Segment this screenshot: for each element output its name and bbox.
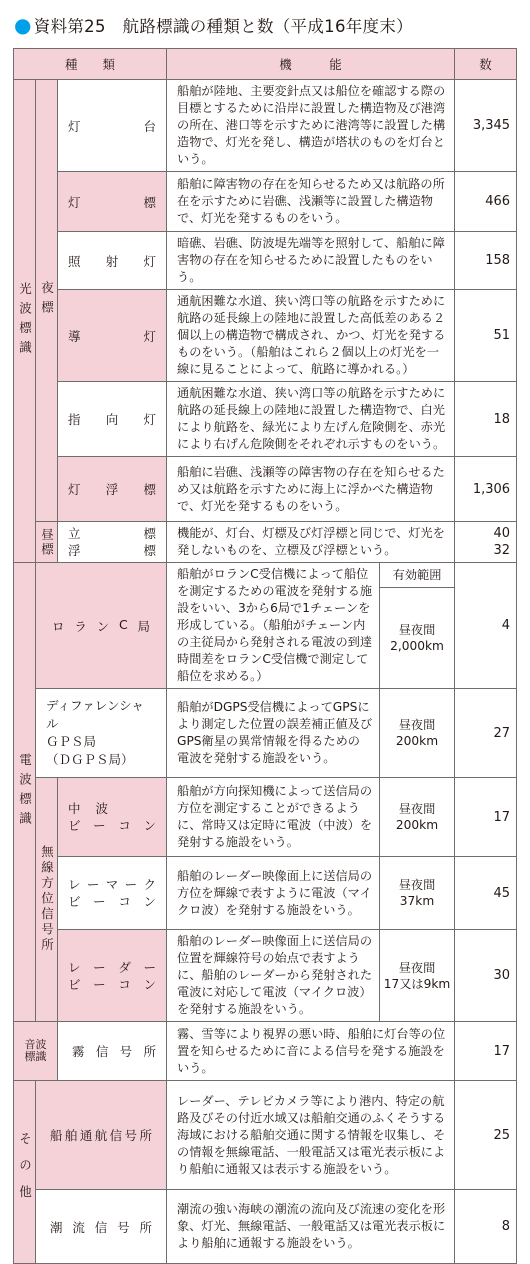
group-night: 夜標 [36,80,58,522]
count-loran: 4 [455,563,517,689]
table-row [14,457,517,522]
table-row [14,382,517,457]
name-dgps: ディファレンシャル ＧＰＳ局 （ＤＧＰＳ局） [36,689,167,778]
group-day: 昼標 [36,522,58,563]
count-light-buoy: 1,306 [455,457,517,522]
table-row [14,522,517,563]
group-radio-direction: 無線方位信号所 [36,778,58,1022]
desc-ramark: 船舶のレーダー映像面上に送信局の方位を輝線で表すように電波（マイクロ波）を発射する施設をいう。 [167,857,380,930]
count-dgps: 27 [455,689,517,778]
table-row [14,290,517,382]
name-day-beacon: 立 標 浮 標 [58,522,167,563]
count-floodlight: 158 [455,232,517,290]
table-row [14,689,517,778]
count-mf-beacon: 17 [455,778,517,857]
eff-ramark: 昼夜間 37km [380,857,455,930]
group-other: その他 [14,1081,36,1264]
desc-vts: レーダー、テレビカメラ等により港内、特定の航路及びその付近水域又は船舶交通のふくそうする海域における船舶交通に関する情報を収集し、その情報を無線電話、一般電話又は電光表示板により船舶に通報又は表示する施設をいう。 [167,1081,455,1190]
count-directional-light: 18 [455,382,517,457]
desc-light-beacon: 船舶に障害物の存在を知らせるため又は航路の所在を示すために岩礁、浅瀬等に設置した構造物で、灯光を発するものをいう。 [167,172,455,232]
group-light: 光波標識 [14,80,36,563]
name-ramark: レ ー マ ー ク ビ ー コ ン [58,857,167,930]
desc-mf-beacon: 船舶が方向探知機によって送信局の方位を測定することができるように、常時又は定時に電波（中波）を発射する施設をいう。 [167,778,380,857]
header-type: 種 類 [14,49,167,80]
name-fog-signal: 霧 信 号 所 [58,1022,167,1081]
eff-dgps: 昼夜間 200km [380,689,455,778]
desc-lighthouse: 船舶が陸地、主要変針点又は船位を確認する際の目標とするために沿岸に設置した構造物及び港湾の所在、港口等を示すために港湾等に設置した構造物で、灯光を発し、構造が塔状のものを灯台という。 [167,80,455,172]
table-row [14,1190,517,1264]
desc-floodlight: 暗礁、岩礁、防波堤先端等を照射して、船舶に障害物の存在を知らせるために設置したものをいう。 [167,232,455,290]
table-row [14,778,517,857]
name-light-beacon: 灯 標 [58,172,167,232]
header-row [14,49,517,80]
desc-directional-light: 通航困難な水道、狭い湾口等の航路を示すために航路の延長線上の陸地に設置した構造物で、白光により航路を、緑光により左げん危険側を、赤光により右げん危険側をそれぞれ示すものをいう。 [167,382,455,457]
page-title [14,12,413,38]
group-sound: 音波標識 [14,1022,58,1081]
header-count: 数 [455,49,517,80]
eff-mf-beacon: 昼夜間 200km [380,778,455,857]
desc-dgps: 船舶がDGPS受信機によってGPSにより測定した位置の誤差補正値及びGPS衛星の異常情報を得るための電波を発射する施設をいう。 [167,689,380,778]
name-tidal: 潮 流 信 号 所 [36,1190,167,1264]
name-floodlight: 照 射 灯 [58,232,167,290]
count-leading-light: 51 [455,290,517,382]
table-row [14,930,517,1022]
table-row [14,857,517,930]
desc-loran: 船舶がロランC受信機によって船位を測定するための電波を発射する施設をいい、3から6局で1チェーンを形成している。（船舶がチェーン内の主従局から発射される電波の到達時間差をロランC受信機で測定して船位を求める。） [167,563,380,689]
table-row [14,172,517,232]
count-day-beacon: 40 32 [455,522,517,563]
header-function: 機 能 [167,49,455,80]
navaid-table [13,48,517,1264]
group-radio: 電波標識 [14,563,36,1022]
title-text: 資料第25 航路標識の種類と数（平成16年度末） [33,17,413,36]
table-row [14,232,517,290]
desc-light-buoy: 船舶に岩礁、浅瀬等の障害物の存在を知らせるため又は航路を示すために海上に浮かべた構造物で、灯光を発するものをいう。 [167,457,455,522]
count-fog-signal: 17 [455,1022,517,1081]
effective-range-header: 有効範囲 [380,563,455,588]
table-row [14,563,517,588]
count-light-beacon: 466 [455,172,517,232]
name-lighthouse: 灯 台 [58,80,167,172]
bullet-icon: ● [14,13,32,37]
count-tidal: 8 [455,1190,517,1264]
name-leading-light: 導 灯 [58,290,167,382]
table-row [14,80,517,172]
desc-fog-signal: 霧、雪等により視界の悪い時、船舶に灯台等の位置を知らせるために音による信号を発する施設をいう。 [167,1022,455,1081]
count-ramark: 45 [455,857,517,930]
count-racon: 30 [455,930,517,1022]
name-racon: レ ー ダ ー ビ ー コ ン [58,930,167,1022]
eff-racon: 昼夜間 17又は9km [380,930,455,1022]
name-vts: 船 舶 通 航 信 号 所 [36,1081,167,1190]
desc-racon: 船舶のレーダー映像面上に送信局の位置を輝線符号の始点で表すように、船舶のレーダーから発射された電波に対応して電波（マイクロ波）を発射する施設をいう。 [167,930,380,1022]
desc-tidal: 潮流の強い海峡の潮流の流向及び流速の変化を形象、灯光、無線電話、一般電話又は電光表示板により船舶に通報する施設をいう。 [167,1190,455,1264]
table-row [14,1022,517,1081]
name-directional-light: 指 向 灯 [58,382,167,457]
desc-leading-light: 通航困難な水道、狭い湾口等の航路を示すために航路の延長線上の陸地に設置した高低差のある２個以上の構造物で構成され、かつ、灯光を発するものをいう。（船舶はこれら２個以上の灯光を一線に見ることによって、航路に導かれる。） [167,290,455,382]
table-row [14,1081,517,1190]
eff-loran: 昼夜間 2,000km [380,588,455,689]
count-vts: 25 [455,1081,517,1190]
count-lighthouse: 3,345 [455,80,517,172]
name-light-buoy: 灯 浮 標 [58,457,167,522]
name-loran: ロ ラ ン C 局 [36,563,167,689]
desc-day-beacon: 機能が、灯台、灯標及び灯浮標と同じで、灯光を発しないものを、立標及び浮標という。 [167,522,455,563]
name-mf-beacon: 中 波 ビ ー コ ン [58,778,167,857]
